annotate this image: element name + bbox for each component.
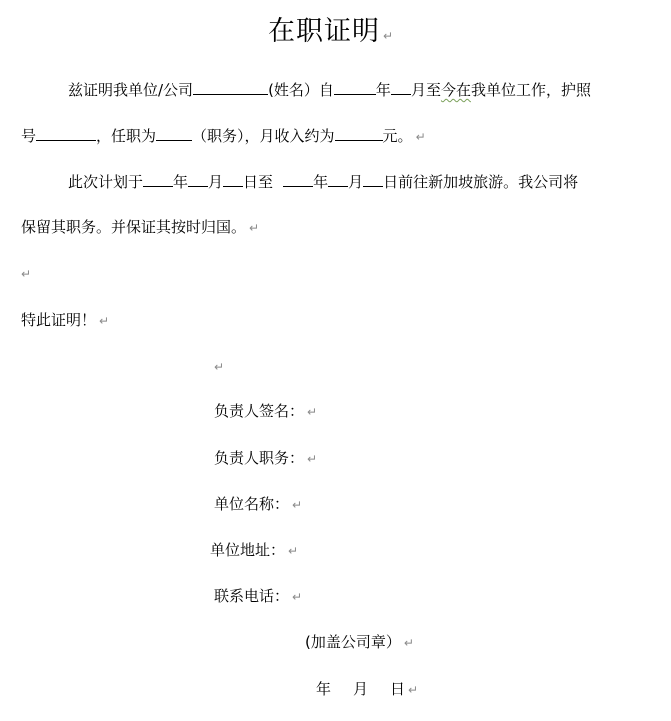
signature-field xyxy=(214,401,317,422)
year-blank xyxy=(334,79,376,95)
date-year: 年 xyxy=(316,680,332,698)
document-title: 在职证明 xyxy=(268,16,380,47)
text-segment: ，任职为 xyxy=(96,127,157,145)
field-label: 单位地址： xyxy=(210,541,286,559)
text-segment: (姓名）自 xyxy=(268,81,334,99)
start-year-blank xyxy=(143,171,173,187)
paragraph-mark: ↵ xyxy=(214,360,225,374)
closing-text: 特此证明！ xyxy=(21,311,97,329)
field-label: 负责人职务： xyxy=(214,449,305,467)
position-blank xyxy=(156,125,192,141)
text-segment: 年 xyxy=(313,173,329,191)
empty-paragraph xyxy=(21,263,31,284)
text-segment: 号 xyxy=(21,127,37,145)
date-month: 月 xyxy=(353,680,369,698)
paragraph-mark: ↵ xyxy=(383,29,395,43)
paragraph-mark: ↵ xyxy=(21,267,32,281)
text-segment: 月 xyxy=(348,173,364,191)
paragraph-mark: ↵ xyxy=(288,544,299,558)
empty-paragraph xyxy=(214,356,224,377)
text-segment: （职务），月收入约为 xyxy=(192,127,335,145)
date-line xyxy=(316,679,418,700)
paragraph-2-line-2 xyxy=(21,217,259,238)
date-day: 日 xyxy=(390,680,406,698)
paragraph-mark: ↵ xyxy=(415,130,426,144)
unit-name-field xyxy=(214,494,302,515)
text-segment: 日至 xyxy=(243,173,274,191)
paragraph-mark: ↵ xyxy=(292,498,303,512)
paragraph-1-line-1 xyxy=(68,79,591,100)
field-label: 负责人签名： xyxy=(214,402,305,420)
paragraph-mark: ↵ xyxy=(307,452,318,466)
end-year-blank xyxy=(283,171,313,187)
text-segment: 保留其职务。并保证其按时归国。 xyxy=(21,218,247,236)
unit-address-field xyxy=(210,540,298,561)
month-blank xyxy=(391,79,411,95)
seal-note-line xyxy=(305,632,414,653)
text-segment: 此次计划于 xyxy=(68,173,144,191)
paragraph-mark: ↵ xyxy=(307,405,318,419)
field-label: 联系电话： xyxy=(214,587,290,605)
paragraph-mark: ↵ xyxy=(292,590,303,604)
document-title-line xyxy=(268,16,394,52)
name-blank xyxy=(193,79,268,95)
position-field xyxy=(214,448,317,469)
text-segment: 月至 xyxy=(410,81,441,99)
paragraph-mark: ↵ xyxy=(408,683,419,697)
text-segment: 我单位工作，护照 xyxy=(470,81,591,99)
field-label: 单位名称： xyxy=(214,495,290,513)
end-day-blank xyxy=(363,171,383,187)
paragraph-2-line-1 xyxy=(68,171,578,192)
text-segment: 月 xyxy=(208,173,224,191)
text-segment: 日前往新加坡旅游。我公司将 xyxy=(383,173,579,191)
paragraph-1-line-2 xyxy=(21,125,426,147)
closing-line xyxy=(21,310,109,331)
seal-note: (加盖公司章） xyxy=(305,633,401,651)
passport-blank xyxy=(36,125,96,141)
paragraph-mark: ↵ xyxy=(403,636,414,650)
end-month-blank xyxy=(328,171,348,187)
start-day-blank xyxy=(223,171,243,187)
text-segment: 兹证明我单位/公司 xyxy=(68,81,194,99)
paragraph-mark: ↵ xyxy=(249,221,260,235)
paragraph-mark: ↵ xyxy=(99,314,110,328)
text-segment: 年 xyxy=(375,81,391,99)
text-segment: 元。 xyxy=(382,127,413,145)
spellcheck-underlined-text: 今在 xyxy=(440,81,471,99)
start-month-blank xyxy=(188,171,208,187)
text-segment: 年 xyxy=(173,173,189,191)
income-blank xyxy=(335,125,383,141)
phone-field xyxy=(214,586,302,607)
